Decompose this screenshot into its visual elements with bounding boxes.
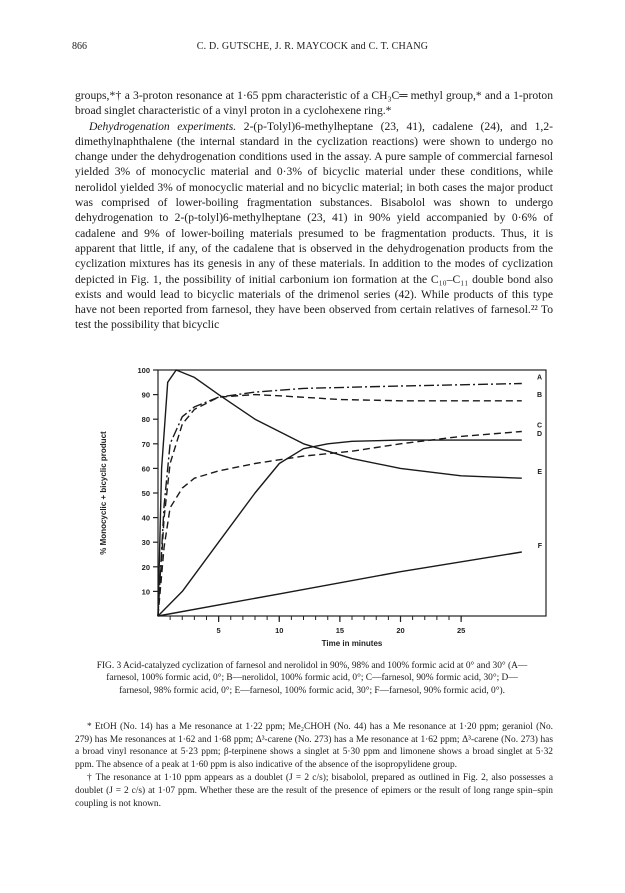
y-tick-label: 30 [141,538,150,548]
series-a-line [158,384,522,617]
x-tick-label: 10 [275,626,284,635]
running-head: C. D. GUTSCHE, J. R. MAYCOCK and C. T. CHANG [196,41,429,52]
x-tick-label: 25 [456,626,466,635]
footnotes [75,721,553,811]
y-axis-title: % Monocyclic + bicyclic product [99,431,108,555]
y-tick-label: 80 [141,415,150,425]
paragraph-2 [75,119,553,333]
x-tick-label: 20 [396,626,405,635]
series-d-line [158,440,522,616]
y-tick-label: 70 [141,439,150,449]
series-d-label: D [536,431,542,439]
page-number: 866 [72,41,87,52]
paragraph-2-text: 2-(p-Tolyl)6-methylheptane (23, 41), cadalene (24), and 1,2-dimethylnaphthalene (the internal standard in the cyclization reactions) were shown to undergo no change under the dehydrogenation conditions used in the assay. A pure sample of commercial farnesol yielded 3% of monocyclic material and 0·3% of bicyclic material under these conditions, while nerolidol yielded 3% of monocyclic material and no bicyclic material; in both cases the major product was comprised of lower-boiling fragmentation substances. Bisabolol was shown to undergo dehydrogenation to 2-(p-tolyl)6-methylheptane (23, 41) in 90% yield accompanied by 0·6% of cadalene and 9% of lower-boiling materials presumed to be fragmentation products. Thus, it is apparent that little, if any, of the cadalene that is observed in the dehydrogenation products from the cyclization mixtures has its genesis in any of these materials. In addition to the modes of cyclization depicted in Fig. 1, the possibility of initial carbonium ion formation at the C₁₀–C₁₁ double bond also exists and would lead to bicyclic materials of the drimenol series (42). While products of this type have not been reported from farnesol, they have been observed from certain relatives of farnesol.²² To test the possibility that bicyclic [75,119,553,332]
series-f-label: F [537,543,542,551]
section-heading: Dehydrogenation experiments. [89,119,237,133]
plot-frame [158,370,546,616]
series-a-label: A [536,374,542,382]
y-tick-label: 20 [141,562,150,572]
series-b-label: B [536,391,542,399]
y-tick-label: 40 [141,513,150,523]
chart-svg [84,366,554,648]
body-text [75,88,553,333]
figure-caption: FIG. 3 Acid-catalyzed cyclization of farnesol and nerolidol in 90%, 98% and 100% formic acid at 0° and 30° (A—farnesol, 100% formic acid, 0°; B—nerolidol, 100% formic acid, 0°; C—farnesol, 90% formic acid, 30°; D—farnesol, 98% formic acid, 0°; E—farnesol, 100% formic acid, 30°; F—farnesol, 90% formic acid, 0°). [96,661,528,696]
x-tick-label: 15 [335,626,345,635]
footnote-2: † The resonance at 1·10 ppm appears as a doublet (J = 2 c/s); bisabolol, prepared as outlined in Fig. 2, also possesses a doublet (J = 2 c/s) at 1·07 ppm. Whether these are the result of the presence of epimers or the result of long range spin–spin coupling is not known. [75,773,553,809]
series-f-line [158,552,522,616]
x-axis-title: Time in minutes [321,639,383,648]
y-tick-label: 100 [137,366,150,375]
x-tick-label: 5 [216,626,221,635]
paragraph-1: groups,*† a 3-proton resonance at 1·65 ppm characteristic of a CH₃C═ methyl group,* and a 1-proton broad singlet characteristic of a vinyl proton in a cyclohexene ring.* [75,89,553,118]
series-c-label: C [536,422,542,430]
y-tick-label: 60 [141,464,150,474]
series-e-label: E [537,469,542,477]
y-tick-label: 50 [141,489,150,498]
footnote-1: * EtOH (No. 14) has a Me resonance at 1·22 ppm; Me₂CHOH (No. 44) has a Me resonance at 1·20 ppm; geraniol (No. 279) has Me resonances at 1·62 and 1·68 ppm; Δ³-carene (No. 273) has a Me resonance at 1·62 ppm; Δ³-carene (No. 273) has a broad vinyl resonance at 5·23 ppm; β-terpinene shows a singlet at 5·30 ppm and limonene shows a broad singlet at 5·32 ppm. The absence of a peak at 1·60 ppm is also indicative of the absence of the isopropylidene group. [75,722,553,770]
figure-3-chart [84,366,554,648]
y-tick-label: 10 [141,587,150,597]
y-tick-label: 90 [141,390,150,400]
series-e-line [158,370,522,616]
series-c-line [158,432,522,617]
